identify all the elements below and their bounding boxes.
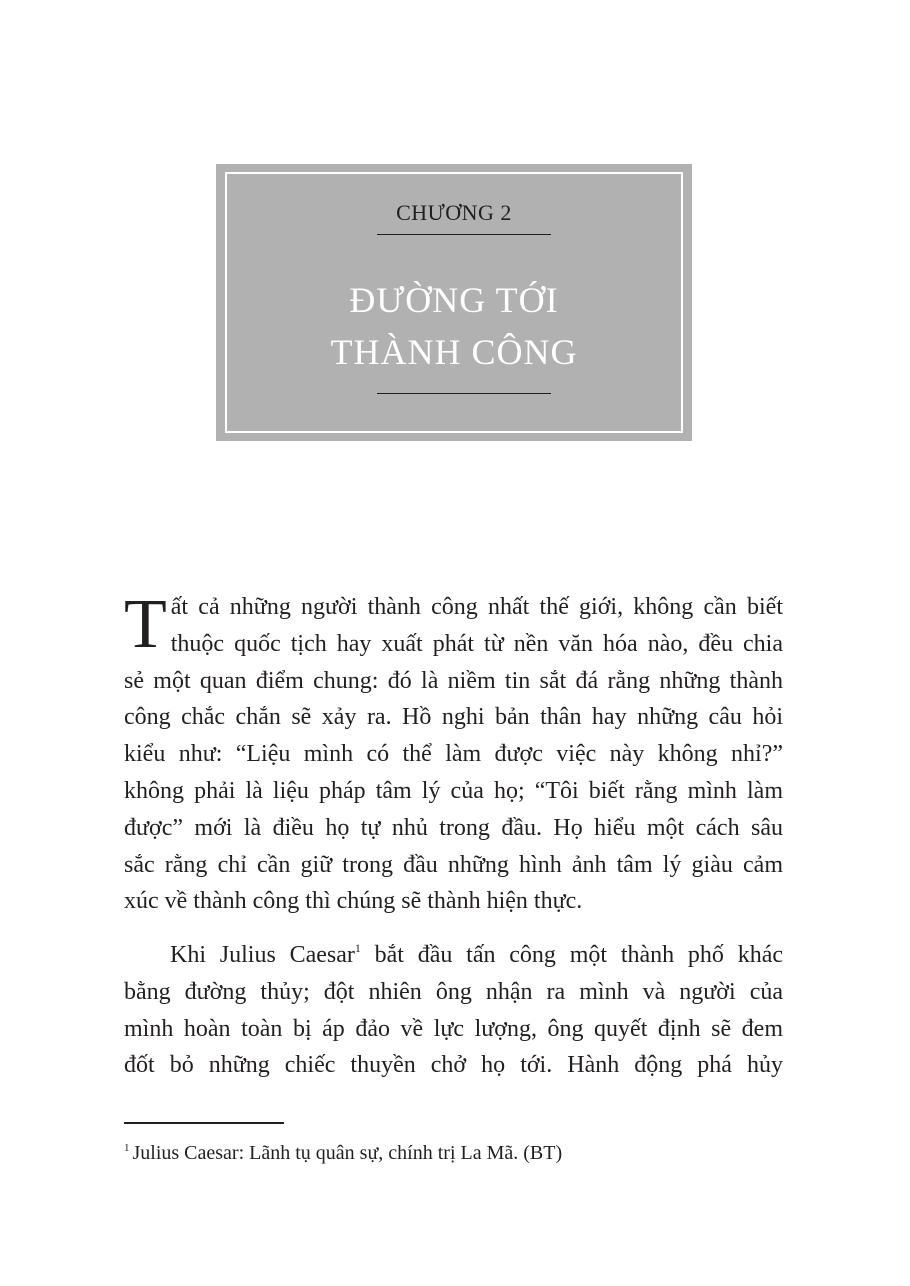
heading-divider-bottom <box>377 393 551 394</box>
chapter-heading-box <box>216 164 692 441</box>
footnote-marker: 1 <box>124 1142 130 1154</box>
paragraph-1 <box>124 586 783 920</box>
paragraph-2 <box>124 937 783 1084</box>
paragraph-text: bắt đầu tấn công một thành phố khác <box>360 942 784 968</box>
paragraph-line: đốt bỏ những chiếc thuyền chở họ tới. Hành động phá hủy <box>124 1052 783 1079</box>
paragraph-line: công chắc chắn sẽ xảy ra. Hồ nghi bản thân hay những câu hỏi <box>124 704 783 731</box>
paragraph-line: sẻ một quan điểm chung: đó là niềm tin sắt đá rằng những thành <box>124 667 783 694</box>
paragraph-line: sắc rằng chỉ cần giữ trong đầu những hình ảnh tâm lý giàu cảm <box>124 851 783 878</box>
chapter-title <box>227 274 681 378</box>
paragraph-line: ất cả những người thành công nhất thế giới, không cần biết <box>170 594 783 620</box>
drop-cap: T <box>124 586 167 663</box>
paragraph-text: Khi Julius Caesar <box>170 942 355 968</box>
chapter-title-line-1: ĐƯỜNG TỚI <box>349 280 559 320</box>
paragraph-line: bằng đường thủy; đột nhiên ông nhận ra mình và người của <box>124 978 783 1005</box>
paragraph-line: xúc về thành công thì chúng sẽ thành hiện thực. <box>124 888 583 915</box>
chapter-title-line-2: THÀNH CÔNG <box>330 332 578 372</box>
paragraph-line: được” mới là điều họ tự nhủ trong đầu. Họ hiểu một cách sâu <box>124 814 783 841</box>
heading-divider-top <box>377 234 551 235</box>
footnote-divider <box>124 1122 284 1124</box>
paragraph-line: mình hoàn toàn bị áp đảo về lực lượng, ông quyết định sẽ đem <box>124 1015 783 1042</box>
paragraph-line: thuộc quốc tịch hay xuất phát từ nền văn hóa nào, đều chia <box>170 630 783 657</box>
paragraph-line: không phải là liệu pháp tâm lý của họ; “Tôi biết rằng mình làm <box>124 777 783 804</box>
paragraph-line: kiểu như: “Liệu mình có thể làm được việc này không nhỉ?” <box>124 741 783 768</box>
paragraph-line <box>124 937 783 974</box>
footnote-reference[interactable]: 1 <box>354 941 361 955</box>
footnote-text: Julius Caesar: Lãnh tụ quân sự, chính trị La Mã. (BT) <box>132 1142 563 1164</box>
chapter-heading-frame <box>225 172 683 433</box>
footnote <box>124 1139 562 1167</box>
chapter-label: CHƯƠNG 2 <box>396 200 512 225</box>
